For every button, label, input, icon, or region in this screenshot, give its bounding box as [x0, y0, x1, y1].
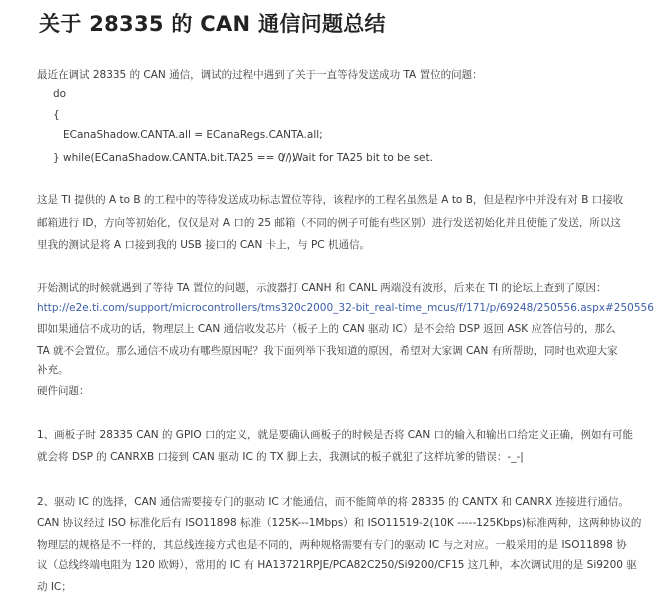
para1-line1: 这是 TI 提供的 A to B 的工程中的等待发送成功标志置位等待，该程序的工程名虽然是 A to B，但是程序中并没有对 B 口接收 — [37, 194, 624, 206]
para1-line3: 里我的测试是将 A 口接到我的 USB 接口的 CAN 卡上，与 PC 机通信。 — [37, 239, 370, 251]
para3-line1: 1、画板子时 28335 CAN 的 GPIO 口的定义，就是要确认画板子的时候是否将 CAN 口的输入和输出口给定义正确，例如有可能 — [37, 429, 634, 441]
code-line-while: } while(ECanaShadow.CANTA.bit.TA25 == 0 ); — [53, 152, 296, 164]
para4-line3: 物理层的规格是不一样的，其总线连接方式也是不同的，两种规格需要有专门的驱动 IC 与之对应。一般采用的是 ISO11898 协 — [37, 539, 627, 551]
intro-text: 最近在调试 28335 的 CAN 通信，调试的过程中遇到了关于一直等待发送成功 TA 置位的问题： — [37, 69, 483, 81]
code-line-open-brace: { — [53, 109, 60, 121]
para2-line1: 开始测试的时候就遇到了等待 TA 置位的问题，示波器打 CANH 和 CANL 两端没有波形，后来在 TI 的论坛上查到了原因： — [37, 282, 607, 294]
para4-line5: 动 IC； — [37, 581, 72, 593]
para4-line1: 2、驱动 IC 的选择，CAN 通信需要接专门的驱动 IC 才能通信，而不能简单的将 28335 的 CANTX 和 CANRX 连接进行通信。 — [37, 496, 629, 508]
hardware-heading: 硬件问题： — [37, 385, 90, 397]
code-line-do: do — [53, 88, 67, 100]
forum-link[interactable]: http://e2e.ti.com/support/microcontrollers/tms320c2000_32-bit_real-time_mcus/f/171/p/69248/250556.aspx#250556 — [37, 302, 654, 314]
code-line-assignment: ECanaShadow.CANTA.all = ECanaRegs.CANTA.all; — [63, 129, 323, 141]
para1-line2: 邮箱进行 ID，方向等初始化，仅仅是对 A 口的 25 邮箱（不同的例子可能有些区别）进行发送初始化并且使能了发送，所以这 — [37, 217, 621, 229]
page-title: 关于 28335 的 CAN 通信问题总结 — [39, 12, 386, 36]
para3-line2: 就会将 DSP 的 CANRXB 口接到 CAN 驱动 IC 的 TX 脚上去，我测试的板子就犯了这样坑爹的错误：-_-| — [37, 451, 524, 463]
para4-line4: 议（总线终端电阻为 120 欧姆），常用的 IC 有 HA13721RPJE/PCA82C250/Si9200/CF15 这几种，本次调试用的是 Si9200 驱 — [37, 559, 637, 571]
para4-line2: CAN 协议经过 ISO 标准化后有 ISO11898 标准（125K---1Mbps）和 ISO11519-2(10K -----125Kbps)标准两种，这两种协议的 — [37, 517, 642, 529]
para2-line5: 补充。 — [37, 364, 69, 376]
code-comment: // Wait for TA25 bit to be set. — [282, 152, 433, 164]
para2-line3: 即如果通信不成功的话，物理层上 CAN 通信收发芯片（板子上的 CAN 驱动 IC）是不会给 DSP 返回 ASK 应答信号的，那么 — [37, 323, 616, 335]
para2-line4: TA 就不会置位。那么通信不成功有哪些原因呢？我下面列举下我知道的原因，希望对大家调 CAN 有所帮助，同时也欢迎大家 — [37, 345, 618, 357]
